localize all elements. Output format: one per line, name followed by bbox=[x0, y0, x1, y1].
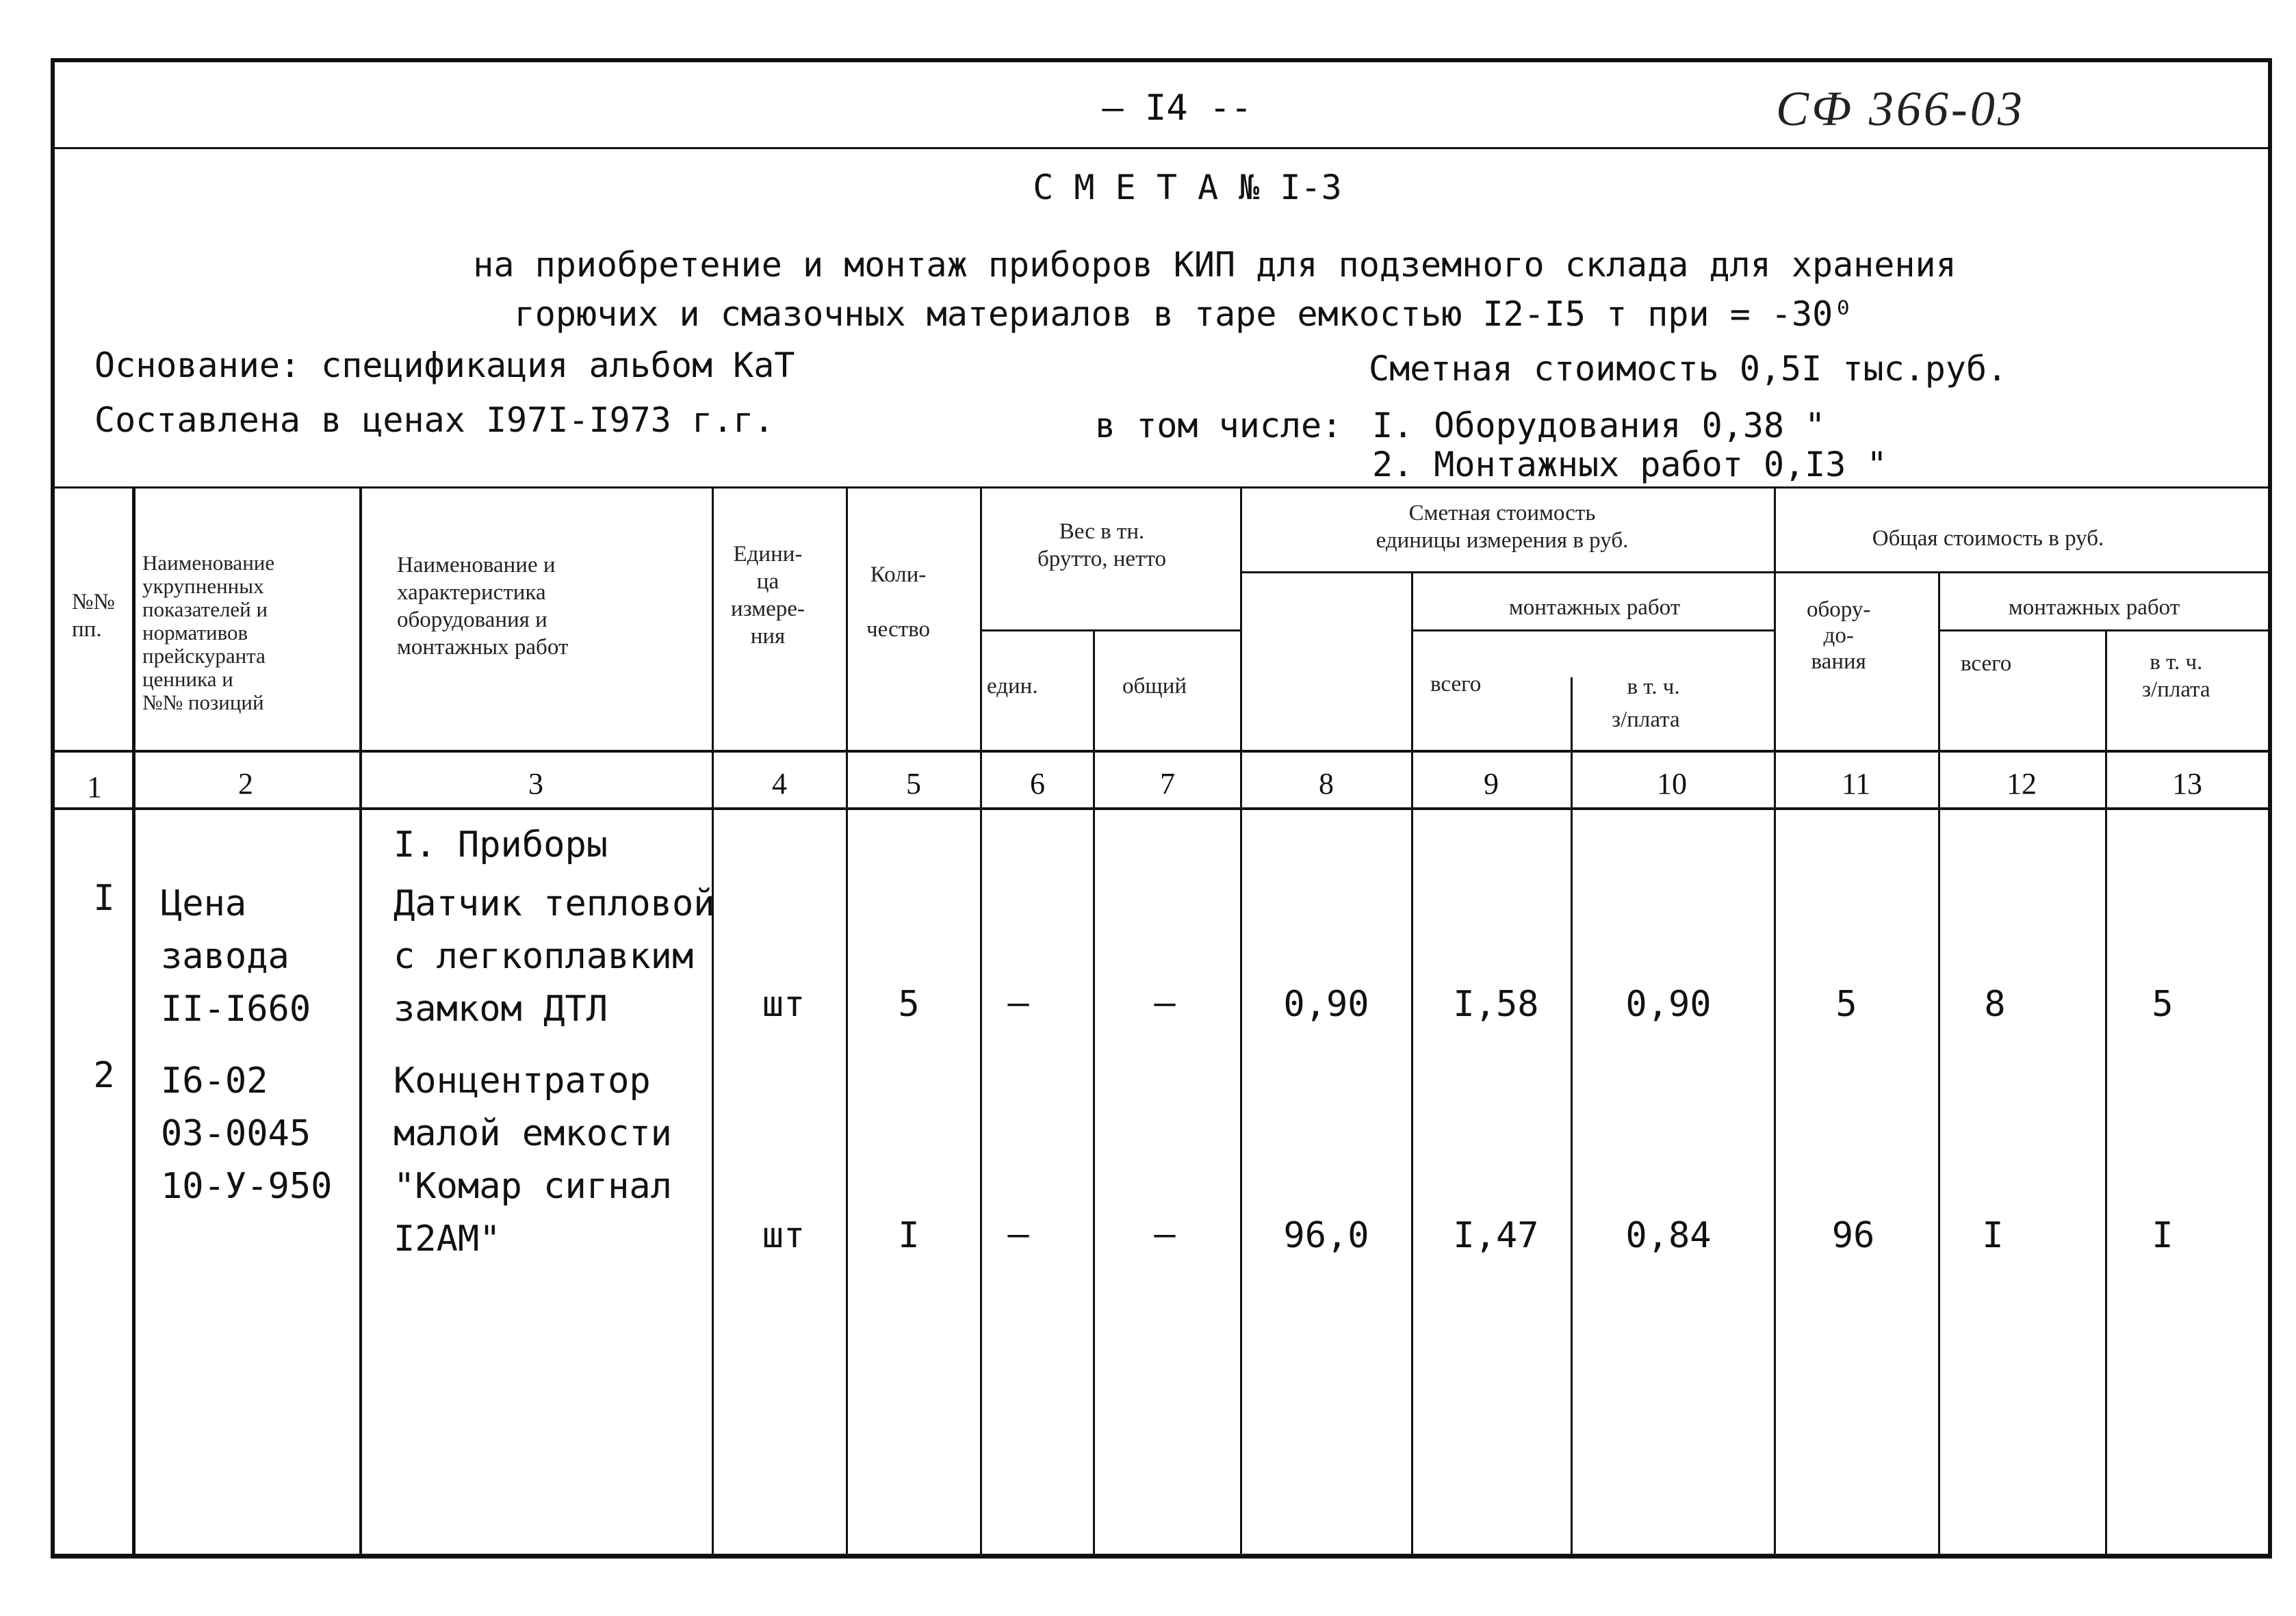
col-number-5: 5 bbox=[906, 767, 921, 800]
col-number-1: 1 bbox=[87, 770, 102, 804]
unitcost-subline bbox=[1240, 571, 1774, 573]
header-unit-mounting: монтажных работ bbox=[1508, 595, 1681, 620]
row2-mount-wage: 0,84 bbox=[1625, 1215, 1712, 1256]
col-number-12: 12 bbox=[2007, 767, 2037, 800]
col-number-13: 13 bbox=[2172, 767, 2202, 800]
col-line-8 bbox=[1411, 571, 1413, 1557]
col-line-2 bbox=[359, 486, 362, 1557]
col-line-6 bbox=[1093, 629, 1095, 1557]
prices-text: Составлена в ценах I97I-I973 г.г. bbox=[94, 400, 775, 440]
col-number-11: 11 bbox=[1841, 767, 1871, 800]
totalmount-subline bbox=[1938, 629, 2268, 631]
row1-unit: шт bbox=[762, 984, 805, 1025]
row1-code: Цена завода II-I660 bbox=[161, 883, 311, 1030]
estimated-cost: Сметная стоимость 0,5I тыс.руб. bbox=[1369, 349, 2008, 389]
row2-qty: I bbox=[898, 1215, 920, 1256]
weight-subline bbox=[980, 629, 1240, 631]
totalcost-subline bbox=[1774, 571, 2268, 573]
subtitle-line-1: на приобретение и монтаж приборов КИП для подземного склада для хранения bbox=[473, 245, 1957, 285]
header-unit-cost: Сметная стоимость единицы измерения в руб. bbox=[1376, 501, 1629, 553]
header-col2: Наименование укрупненных показателей и нормативов прейскуранта ценника и №№ позиций bbox=[142, 551, 275, 714]
including-equipment: I. Оборудования 0,38 " bbox=[1372, 406, 1826, 445]
row2-total-mount: I bbox=[1982, 1215, 2004, 1256]
header-col4: Едини- ца измере- ния bbox=[731, 542, 805, 649]
table-top-line bbox=[51, 486, 2272, 488]
col-number-2: 2 bbox=[238, 767, 253, 800]
col-line-12 bbox=[2105, 629, 2107, 1557]
col-line-1 bbox=[132, 486, 136, 1557]
header-col9: всего bbox=[1430, 672, 1482, 696]
header-separator bbox=[51, 147, 2272, 149]
col-number-3: 3 bbox=[528, 767, 543, 800]
col-number-6: 6 bbox=[1030, 767, 1045, 800]
document-code: СФ 366-03 bbox=[1776, 81, 2025, 136]
row1-mount-wage: 0,90 bbox=[1625, 984, 1712, 1025]
col-number-4: 4 bbox=[772, 767, 787, 800]
row1-weight-total: – bbox=[1154, 982, 1176, 1024]
col-line-7 bbox=[1240, 486, 1242, 1557]
col-line-10 bbox=[1774, 486, 1776, 1557]
row2-code: I6-02 03-0045 10-У-950 bbox=[161, 1060, 333, 1207]
header-col1: №№ пп. bbox=[72, 590, 115, 642]
page-number: — I4 -- bbox=[1102, 88, 1252, 129]
header-col13: в т. ч. з/плата bbox=[2142, 650, 2210, 702]
row1-weight-unit: – bbox=[1007, 982, 1029, 1024]
row1-qty: 5 bbox=[898, 984, 920, 1025]
row2-cost-unit: 96,0 bbox=[1283, 1215, 1369, 1256]
col-number-9: 9 bbox=[1484, 767, 1499, 800]
header-col3: Наименование и характеристика оборудования и монтажных работ bbox=[397, 553, 569, 660]
row2-number: 2 bbox=[93, 1055, 115, 1096]
row1-total-equipment: 5 bbox=[1835, 984, 1857, 1025]
row1-mount-all: I,58 bbox=[1453, 984, 1539, 1025]
col-number-10: 10 bbox=[1657, 767, 1687, 800]
row2-unit: шт bbox=[762, 1215, 805, 1256]
header-col10: в т. ч. з/плата bbox=[1612, 675, 1680, 732]
section-title: I. Приборы bbox=[394, 824, 608, 865]
header-col5: Коли- чество bbox=[866, 562, 930, 642]
row2-weight-total: – bbox=[1154, 1214, 1176, 1255]
row2-total-equipment: 96 bbox=[1831, 1215, 1875, 1256]
col-line-4 bbox=[846, 486, 848, 1557]
col-line-9 bbox=[1571, 677, 1573, 1557]
including-label: в том числе: bbox=[1095, 406, 1343, 445]
row2-weight-unit: – bbox=[1007, 1214, 1029, 1255]
header-col6: един. bbox=[987, 674, 1038, 699]
row2-name: Концентратор малой емкости "Комар сигнал I2АМ" bbox=[394, 1060, 672, 1260]
row1-total-mount: 8 bbox=[1984, 984, 2006, 1025]
including-mounting: 2. Монтажных работ 0,I3 " bbox=[1372, 445, 1887, 484]
col-line-5 bbox=[980, 486, 982, 1557]
header-total-mounting: монтажных работ bbox=[2008, 595, 2180, 620]
header-weight: Вес в тн. брутто, нетто bbox=[1037, 519, 1166, 571]
document-title: С М Е Т А № I-3 bbox=[1033, 168, 1342, 207]
unitmount-subline bbox=[1411, 629, 1774, 631]
row1-number: I bbox=[93, 878, 115, 919]
header-col7: общий bbox=[1122, 674, 1187, 699]
col-line-11 bbox=[1938, 571, 1940, 1557]
row2-mount-all: I,47 bbox=[1453, 1215, 1539, 1256]
basis-text: Основание: спецификация альбом КаТ bbox=[94, 346, 795, 385]
header-total-cost: Общая стоимость в руб. bbox=[1872, 526, 2104, 551]
row2-total-wage: I bbox=[2152, 1215, 2174, 1256]
frame-top bbox=[51, 58, 2272, 62]
header-col11: обору- до- вания bbox=[1807, 597, 1871, 674]
row1-name: Датчик тепловой с легкоплавким замком ДТЛ bbox=[394, 883, 715, 1030]
row1-cost-unit: 0,90 bbox=[1283, 984, 1369, 1025]
row1-total-wage: 5 bbox=[2152, 984, 2174, 1025]
col-number-7: 7 bbox=[1160, 767, 1175, 800]
subtitle-line-2: горючих и смазочных материалов в таре емкостью I2-I5 т при = -30⁰ bbox=[514, 294, 1854, 334]
col-number-8: 8 bbox=[1319, 767, 1334, 800]
header-col12: всего bbox=[1961, 651, 2012, 676]
